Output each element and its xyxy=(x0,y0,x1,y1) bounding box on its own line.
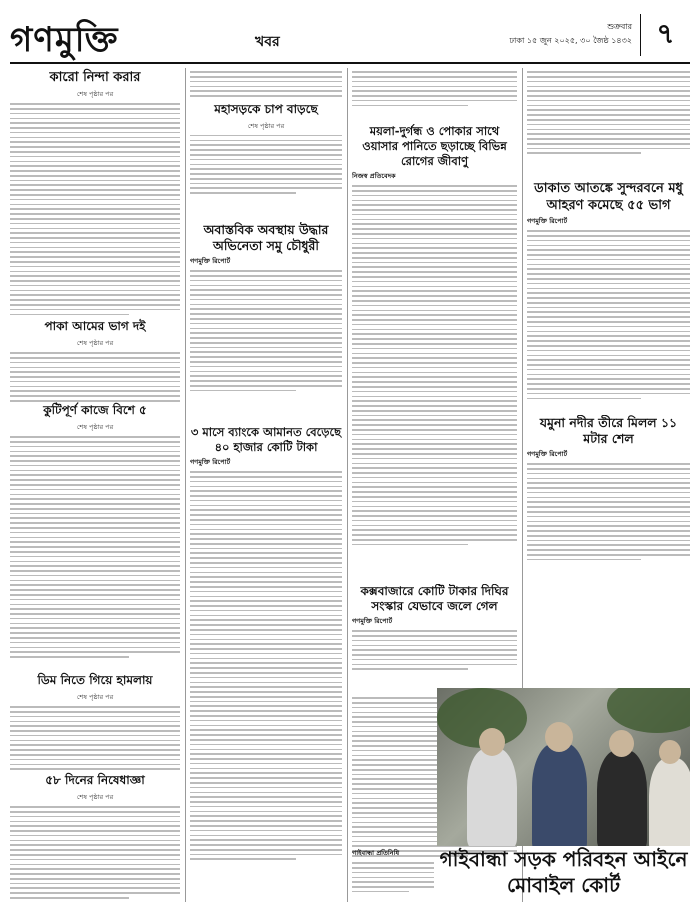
dateline xyxy=(510,20,632,48)
masthead xyxy=(10,8,690,64)
article-kutipurno xyxy=(10,402,180,672)
body-text xyxy=(190,471,342,860)
headline: ডাকাত আতঙ্কে সুন্দরবনে মধু আহরণ কমেছে ৫৫ ভাগ xyxy=(534,181,683,213)
headline: কুটিপূর্ণ কাজে বিশে ৫ xyxy=(43,403,147,417)
weekday: শুক্রবার xyxy=(607,22,632,31)
article-pakaam xyxy=(10,318,180,402)
news-photo xyxy=(437,688,690,846)
body-text xyxy=(10,103,180,315)
section-label: খবর xyxy=(255,34,280,50)
headline: অবাস্তবিক অবস্থায় উদ্ধার অভিনেতা সমু চৌধুরী xyxy=(203,222,329,253)
column-divider xyxy=(185,68,186,902)
newspaper-logo: গণমুক্তি xyxy=(10,20,119,60)
article-continued-right xyxy=(527,68,690,180)
headline-gaibandha: গাইবান্ধা সড়ক পরিবহন আইনে মোবাইল কোর্ট xyxy=(439,847,688,897)
headline: কারো নিন্দা করার xyxy=(49,70,141,85)
body-text xyxy=(10,436,180,658)
jump-line: শেষ পৃষ্ঠার পর xyxy=(76,423,114,431)
body-text xyxy=(10,806,180,898)
body-text xyxy=(527,71,690,154)
byline: গণমুক্তি রিপোর্ট xyxy=(190,458,231,466)
article-bank xyxy=(190,425,342,902)
byline: গণমুক্তি রিপোর্ট xyxy=(352,617,393,625)
column-divider xyxy=(347,68,348,902)
article-kox xyxy=(352,584,687,694)
headline: মহাসড়কে চাপ বাড়ছে xyxy=(214,101,318,116)
body-text xyxy=(190,135,342,194)
body-text xyxy=(352,630,517,670)
article-nishedh xyxy=(10,772,180,902)
byline: গণমুক্তি রিপোর্ট xyxy=(190,257,231,265)
byline: গণমুক্তি রিপোর্ট xyxy=(527,450,568,458)
article-karo xyxy=(10,68,180,318)
byline: নিজস্ব প্রতিবেদক xyxy=(352,172,396,180)
body-text xyxy=(352,862,434,892)
byline: গণমুক্তি রিপোর্ট xyxy=(527,217,568,225)
body-text xyxy=(10,706,180,772)
article-continued-top xyxy=(352,68,517,120)
body-text-continued xyxy=(190,71,342,97)
page-number: ৭ xyxy=(640,14,690,56)
article-jamuna xyxy=(527,415,690,583)
headline: ৫৮ দিনের নিষেধাজ্ঞা xyxy=(45,773,145,787)
body-text xyxy=(352,71,517,106)
byline: গাইবান্ধা প্রতিনিধি xyxy=(352,849,400,857)
body-text xyxy=(527,230,690,399)
jump-line: শেষ পৃষ্ঠার পর xyxy=(76,693,114,701)
jump-line: শেষ পৃষ্ঠার পর xyxy=(76,90,114,98)
article-gaibandha xyxy=(352,846,434,902)
headline: কক্সবাজারে কোটি টাকার দিঘির সংস্কার যেভাবে জলে গেল xyxy=(360,584,509,613)
body-text xyxy=(352,185,517,545)
body-text xyxy=(527,463,690,560)
article-mohasorok xyxy=(190,68,342,220)
date: ঢাকা ১৫ জুন ২০২৫, ৩০ জৈষ্ঠ ১৪৩২ xyxy=(509,36,632,45)
jump-line: শেষ পৃষ্ঠার পর xyxy=(247,121,285,130)
body-text xyxy=(190,270,342,391)
headline: ময়লা-দুর্গন্ধ ও পোকার সাথে ওয়াসার পানিতে ছড়াচ্ছে বিভিন্ন রোগের জীবাণু xyxy=(362,124,507,168)
headline: ডিম নিতে গিয়ে হামলায় xyxy=(37,673,153,687)
headline: যমুনা নদীর তীরে মিলল ১১ মটার শেল xyxy=(539,415,678,446)
headline: পাকা আমের ভাগ দই xyxy=(44,319,146,333)
article-obastobik xyxy=(190,222,342,422)
article-dakat xyxy=(527,180,690,415)
article-dim xyxy=(10,672,180,772)
headline: ৩ মাসে ব্যাংকে আমানত বেড়েছে ৪০ হাজার কোটি টাকা xyxy=(190,425,342,454)
body-text xyxy=(10,352,180,402)
jump-line: শেষ পৃষ্ঠার পর xyxy=(76,339,114,347)
article-moyla xyxy=(352,124,517,584)
jump-line: শেষ পৃষ্ঠার পর xyxy=(76,793,114,801)
